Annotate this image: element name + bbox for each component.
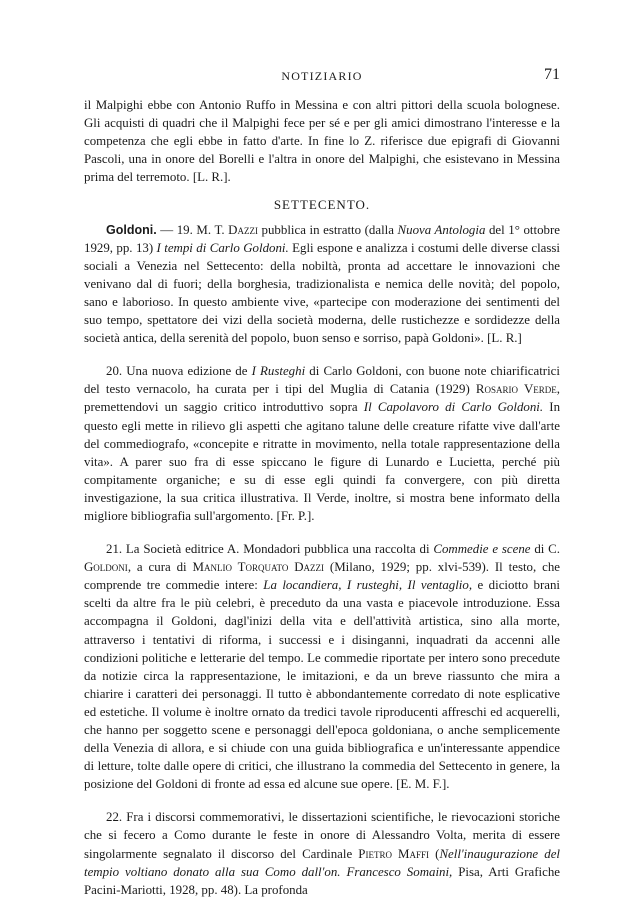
p19-author: Dazzi [228, 222, 258, 237]
p21-plays: La locandiera, I rusteghi, Il ventaglio, [263, 578, 473, 593]
p20-text-b: di Carlo Goldoni, con buone note chiarificatrici del testo vernacolo, ha curata per i tipi del Muglia di Catania (1929) [84, 364, 560, 397]
p20-text-d: In questo egli mette in rilievo gli aspetti che agitano talune delle creature rifatte vive dall'arte del commediografo, «concepite e ritratte in movimento, nella totale rappresentazione della vita». A parer suo fra di esse spiccano le figure di Lunardo e Lucietta, perché più compitamente organiche; e su di esse egli quindi fa convergere, con più diretta investigazione, la sua critica illustrativa. Il Verde, inoltre, si mostra bene informato della migliore bibliografia sull'argomento. [Fr. P.]. [84, 400, 561, 523]
entry-lead-goldoni: Goldoni. [106, 222, 157, 237]
section-heading-settecento: SETTECENTO. [273, 197, 371, 213]
p20-author: Rosario Verde [475, 382, 557, 397]
p22-text-b: ( [429, 846, 440, 861]
paragraph-22 [84, 808, 560, 898]
p19-text-c: del 1° ottobre 1929, pp. 13) [84, 222, 560, 255]
p21-text-b: di C. [530, 542, 560, 557]
running-head [84, 66, 560, 86]
paragraph-19 [84, 221, 560, 348]
page-number: 71 [544, 66, 560, 83]
p20-text-c: , premettendovi un saggio critico introduttivo sopra [84, 382, 560, 415]
p19-title: I tempi di Carlo Goldoni. [156, 240, 289, 255]
p19-text-a: — 19. M. T. [156, 222, 229, 237]
body-text [84, 96, 560, 899]
p20-essay: Il Capolavoro di Carlo Goldoni. [363, 400, 544, 415]
p21-text-e: e diciotto brani scelti da altre fra le più celebri, è preceduto da una vasta e piacevole introduzione. Essa accompagna il Goldoni, dagl'inizi della vita e dell'attività artistica, sino alla morte, attraverso i tentativi di riforma, i successi e i disinganni, inquadrati da accenni alle condizioni politiche e letterarie del tempo. Le commedie riportate per intero sono precedute da notizie circa la rappresentazione, le imitazioni, e da un breve riassunto che mira a chiarire i caratteri dei personaggi. Il tutto è abbondantemente corredato di note esplicative ed estetiche. Il volume è inoltre ornato da tredici tavole riproducenti affreschi ed acquerelli, che hanno per soggetto scene e personaggi dell'epoca goldoniana, o anche semplicemente della Venezia di allora, e si chiude con una guida bibliografica e un'interessante appendice di letture, tolte dalle opere di critici, che illustrano la commedia del Settecento in genere, la posizione del Goldoni di fronte ad essa ed alcune sue opere. [E. M. F.]. [84, 578, 561, 792]
p20-title: I Rusteghi [251, 364, 306, 379]
paragraph-malpighi-text: il Malpighi ebbe con Antonio Ruffo in Messina e con altri pittori della scuola bolognese. Gli acquisti di quadri che il Malpighi fece per sé e per gli amici dimostrano l'interesse e la competenza che egli ebbe in fatto d'arte. In fine lo Z. riferisce due epigrafi di Giovanni Pascoli, una in onore del Borelli e l'altra in onore del Malpighi, che esistevano in Messina prima del terremoto. [L. R.]. [84, 98, 560, 185]
p21-text-c: , a cura di [127, 560, 193, 575]
p22-text-c: Pisa, Arti Grafiche Pacini-Mariotti, 1928, pp. 48). La profonda [84, 864, 560, 897]
paragraph-21 [84, 540, 560, 793]
p21-author-goldoni: Goldoni [84, 560, 128, 575]
p19-text-d: Egli espone e analizza i costumi delle diverse classi sociali a Venezia nel Settecento: della nobiltà, pronta ad accettare le innovazioni che venivano dal di fuori; della borghesia, tradizionalista e nemica delle novità; del popolo, sano e laborioso. In questo ambiente vive, «partecipe con moderazione dei sentimenti del suo tempo, spettatore dei vizi della società moderna, delle rustichezze e sordidezze della società antica, della serenità del popolo, buon senso e sorriso, papà Goldoni». [L. R.] [84, 240, 560, 346]
p19-text-b: pubblica in estratto (dalla [257, 222, 398, 237]
paragraph-malpighi [84, 96, 560, 186]
paragraph-20 [84, 362, 560, 525]
p21-title: Commedie e scene [433, 542, 531, 557]
p22-author: Pietro Maffi [358, 846, 430, 861]
p20-text-a: 20. Una nuova edizione de [106, 364, 252, 379]
p21-text-a: 21. La Società editrice A. Mondadori pubblica una raccolta di [106, 542, 434, 557]
p22-title: Nell'inaugurazione del tempio voltiano donato alla sua Como dall'on. Francesco Somaini, [84, 846, 561, 879]
p19-journal: Nuova Antologia [397, 222, 486, 237]
running-head-title: NOTIZIARIO [281, 69, 363, 83]
p21-author-dazzi: Manlio Torquato Dazzi [192, 560, 325, 575]
p22-text-a: 22. Fra i discorsi commemorativi, le dissertazioni scientifiche, le rievocazioni storiche che si fecero a Como durante le feste in onore di Alessandro Volta, merita di essere singolarmente segnalato il discorso del Cardinale [84, 810, 560, 861]
p21-text-d: (Milano, 1929; pp. xlvi-539). Il testo, che comprende tre commedie intere: [84, 560, 560, 593]
